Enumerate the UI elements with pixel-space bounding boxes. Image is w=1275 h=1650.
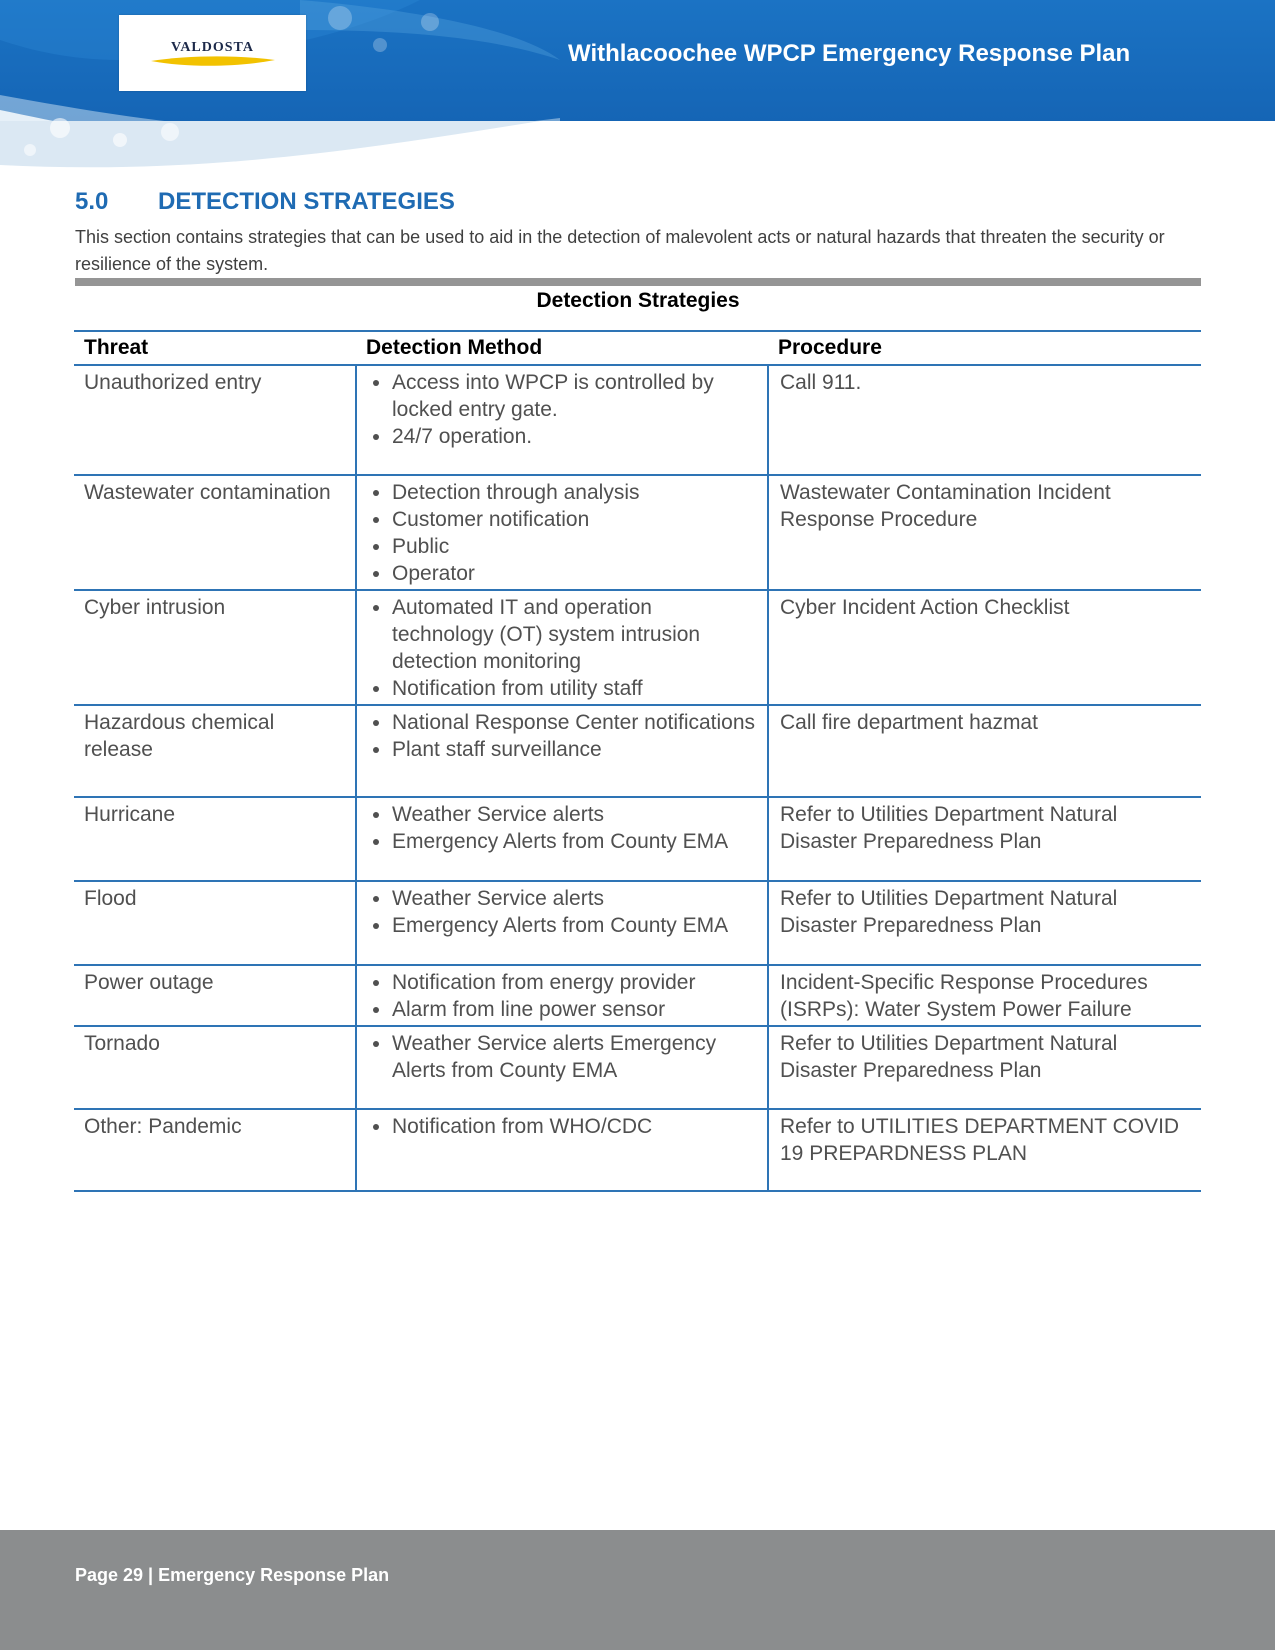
column-header-detection-method: Detection Method — [356, 331, 768, 365]
threat-cell: Cyber intrusion — [74, 590, 356, 705]
procedure-cell: Incident-Specific Response Procedures (ISRPs): Water System Power Failure — [768, 965, 1201, 1026]
table-caption: Detection Strategies — [536, 289, 740, 312]
procedure-cell: Refer to Utilities Department Natural Disaster Preparedness Plan — [768, 881, 1201, 965]
procedure-cell: Wastewater Contamination Incident Response Procedure — [768, 475, 1201, 590]
detection-method-list — [367, 594, 757, 702]
table-row — [74, 797, 1201, 881]
detection-method-cell — [356, 965, 768, 1026]
detection-method-item: • Operator — [392, 560, 757, 587]
valdosta-logo — [119, 15, 306, 91]
procedure-cell: Cyber Incident Action Checklist — [768, 590, 1201, 705]
section-heading — [75, 188, 455, 216]
table-row — [74, 475, 1201, 590]
footer-text: Page 29 | Emergency Response Plan — [75, 1565, 390, 1585]
detection-method-cell — [356, 797, 768, 881]
detection-method-list — [367, 709, 757, 763]
procedure-cell: Refer to Utilities Department Natural Disaster Preparedness Plan — [768, 1026, 1201, 1109]
detection-method-cell — [356, 705, 768, 797]
detection-method-cell — [356, 365, 768, 475]
detection-method-item: • Detection through analysis — [392, 479, 757, 506]
threat-cell: Wastewater contamination — [74, 475, 356, 590]
column-header-threat: Threat — [74, 331, 356, 365]
detection-method-list — [367, 1030, 757, 1084]
threat-cell: Flood — [74, 881, 356, 965]
detection-method-item: • Automated IT and operation technology (OT) system intrusion detection monitoring — [392, 594, 757, 675]
table-row — [74, 590, 1201, 705]
procedure-cell: Call 911. — [768, 365, 1201, 475]
detection-method-item: • Alarm from line power sensor — [392, 996, 757, 1023]
detection-method-item: • Weather Service alerts Emergency Alerts from County EMA — [392, 1030, 757, 1084]
threat-cell: Hurricane — [74, 797, 356, 881]
detection-method-item: • Notification from energy provider — [392, 969, 757, 996]
threat-cell: Unauthorized entry — [74, 365, 356, 475]
detection-method-item: • Access into WPCP is controlled by locked entry gate. — [392, 369, 757, 423]
table-row — [74, 1026, 1201, 1109]
threat-cell: Power outage — [74, 965, 356, 1026]
detection-strategies-table — [74, 330, 1201, 1192]
detection-method-item: • Plant staff surveillance — [392, 736, 757, 763]
detection-method-cell — [356, 1026, 768, 1109]
detection-method-item: • Weather Service alerts — [392, 801, 757, 828]
detection-method-item: • Notification from utility staff — [392, 675, 757, 702]
section-number: 5.0 — [75, 188, 109, 215]
detection-method-item: • 24/7 operation. — [392, 423, 757, 450]
detection-method-cell — [356, 1109, 768, 1191]
detection-method-list — [367, 369, 757, 450]
detection-method-list — [367, 1113, 757, 1140]
procedure-cell: Call fire department hazmat — [768, 705, 1201, 797]
detection-method-list — [367, 801, 757, 855]
detection-method-item: • National Response Center notifications — [392, 709, 757, 736]
table-header-row — [74, 331, 1201, 365]
section-intro: This section contains strategies that can be used to aid in the detection of malevolent acts or natural hazards that threaten the security or resilience of the system. — [75, 227, 1165, 274]
detection-method-item: • Public — [392, 533, 757, 560]
detection-method-list — [367, 969, 757, 1023]
detection-method-item: • Emergency Alerts from County EMA — [392, 912, 757, 939]
table-row — [74, 881, 1201, 965]
detection-method-cell — [356, 590, 768, 705]
table-row — [74, 965, 1201, 1026]
threat-cell: Other: Pandemic — [74, 1109, 356, 1191]
column-header-procedure: Procedure — [768, 331, 1201, 365]
logo-text: VALDOSTA — [171, 40, 254, 55]
threat-cell: Tornado — [74, 1026, 356, 1109]
table-row — [74, 365, 1201, 475]
detection-method-item: • Emergency Alerts from County EMA — [392, 828, 757, 855]
document-title: Withlacoochee WPCP Emergency Response Plan — [568, 40, 1131, 67]
procedure-cell: Refer to UTILITIES DEPARTMENT COVID 19 PREPARDNESS PLAN — [768, 1109, 1201, 1191]
detection-method-cell — [356, 881, 768, 965]
logo-swoosh-icon — [149, 55, 277, 69]
divider — [75, 278, 1201, 286]
table-row — [74, 705, 1201, 797]
detection-method-item: • Customer notification — [392, 506, 757, 533]
threat-cell: Hazardous chemical release — [74, 705, 356, 797]
procedure-cell: Refer to Utilities Department Natural Disaster Preparedness Plan — [768, 797, 1201, 881]
table-body — [74, 365, 1201, 1191]
detection-method-cell — [356, 475, 768, 590]
section-title: DETECTION STRATEGIES — [158, 188, 455, 215]
detection-method-item: • Notification from WHO/CDC — [392, 1113, 757, 1140]
table-row — [74, 1109, 1201, 1191]
detection-method-item: • Weather Service alerts — [392, 885, 757, 912]
page-footer — [0, 1530, 1275, 1650]
detection-method-list — [367, 479, 757, 587]
detection-method-list — [367, 885, 757, 939]
page-header — [0, 0, 1275, 170]
